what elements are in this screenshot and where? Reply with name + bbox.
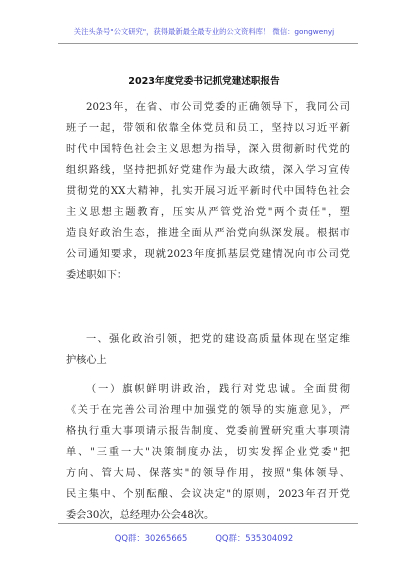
text-line: 贯彻党的XX大精神，扎实开展习近平新时代中国特色社会 <box>66 186 350 197</box>
paragraph-intro <box>66 97 350 286</box>
text-line: （一）旗帜鲜明讲政治，践行对党忠诚。全面贯彻 <box>86 384 350 395</box>
heading-line: 一、强化政治引领，把党的建设高质量体现在坚定维 <box>86 334 350 345</box>
paragraph-political <box>66 379 350 526</box>
header-divider <box>58 43 358 44</box>
footer-qq-group-2: QQ群：535304092 <box>215 533 294 543</box>
footer-divider <box>58 523 358 524</box>
section-heading <box>66 329 350 371</box>
text-line: 委述职如下： <box>66 270 128 281</box>
text-line: 公司通知要求，现就2023年度抓基层党建情况向市公司党 <box>66 249 350 260</box>
footer-qq-group-1: QQ群：30265665 <box>114 533 188 543</box>
text-line: 主义思想主题教育，压实从严管党治党"两个责任"，塑 <box>66 207 350 218</box>
text-line: 2023年，在省、市公司党委的正确领导下，我同公司 <box>86 102 350 113</box>
document-title: 2023年度党委书记抓党建述职报告 <box>128 76 280 87</box>
text-line: 单、"三重一大"决策制度办法，切实发挥企业党委"把 <box>66 447 350 458</box>
footer <box>0 532 408 544</box>
text-line: 格执行重大事项请示报告制度、党委前置研究重大事项清 <box>66 426 350 437</box>
text-line: 时代中国特色社会主义思想为指导，深入贯彻新时代党的 <box>66 144 350 155</box>
text-line: 班子一起，带领和依靠全体党员和员工，坚持以习近平新 <box>66 123 350 134</box>
text-line: 委会30次，总经理办公会48次。 <box>66 510 215 521</box>
text-line: 民主集中、个别酝酿、会议决定"的原则，2023年召开党 <box>66 489 350 500</box>
text-line: 方向、管大局、保落实"的领导作用，按照"集体领导、 <box>66 468 350 479</box>
text-line: 《关于在完善公司治理中加强党的领导的实施意见》，严 <box>66 405 350 416</box>
text-line: 组织路线，坚持把抓好党建作为最大政绩，深入学习宣传 <box>66 165 350 176</box>
header-banner: 关注头条号"公文研究"，获得最新最全最专业的公文资料库！ 微信：gongwenyj <box>73 27 335 36</box>
text-line: 造良好政治生态，推进全面从严治党向纵深发展。根据市 <box>66 228 350 239</box>
heading-line: 护核心上 <box>66 355 107 366</box>
